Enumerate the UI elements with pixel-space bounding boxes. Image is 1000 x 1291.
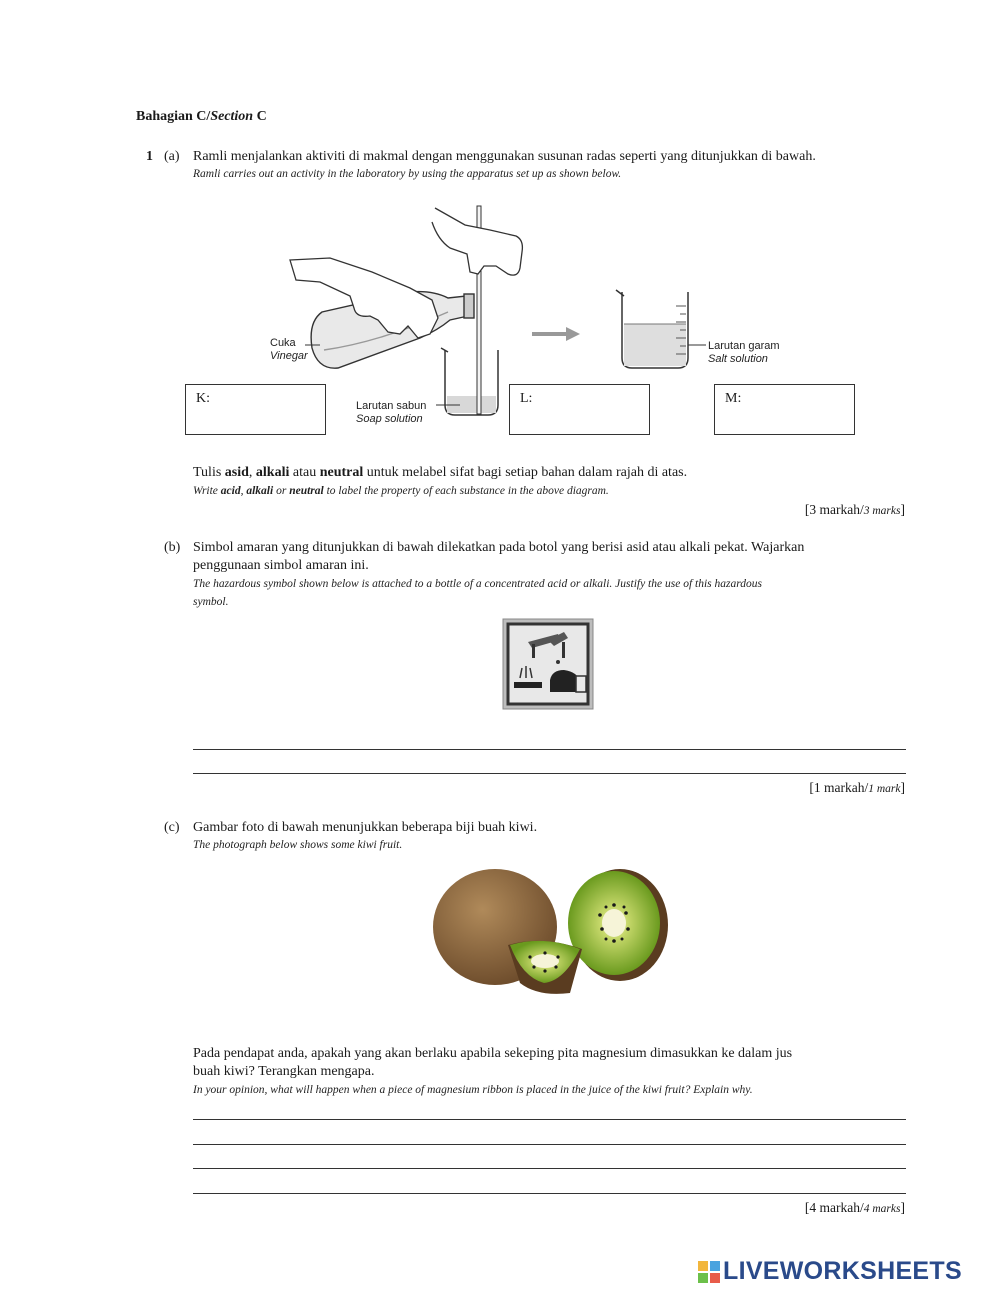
part-c-answer-line-1	[193, 1119, 906, 1120]
part-c-answer-input-2[interactable]	[193, 1121, 910, 1143]
question-number: 1	[146, 149, 153, 164]
part-c-label: (c)	[164, 820, 180, 835]
part-c-answer-input-4[interactable]	[193, 1170, 910, 1192]
answer-box-k	[185, 384, 326, 435]
salt-label: Larutan garam Salt solution	[708, 340, 780, 365]
part-b-text-en-2: symbol.	[193, 596, 229, 608]
part-b-answer-input-2[interactable]	[193, 750, 910, 772]
part-a-text-en: Ramli carries out an activity in the laboratory by using the apparatus set up as shown below.	[193, 168, 622, 180]
answer-box-l	[509, 384, 650, 435]
part-c-answer-input-1[interactable]	[193, 1096, 910, 1118]
part-c-answer-line-3	[193, 1168, 906, 1169]
part-c-text-ms: Gambar foto di bawah menunjukkan beberapa biji buah kiwi.	[193, 820, 538, 835]
part-b-label: (b)	[164, 540, 181, 555]
salt-beaker	[616, 290, 688, 368]
answer-input-k[interactable]	[214, 389, 319, 423]
corrosive-symbol-icon	[502, 618, 594, 710]
answer-box-m-label: M:	[725, 391, 742, 406]
soap-label: Larutan sabun Soap solution	[356, 400, 427, 425]
brand-logo	[698, 1257, 962, 1286]
part-a-instruction-en: Write acid, alkali or neutral to label the property of each substance in the above diagram.	[193, 485, 609, 497]
part-b-text-ms-2: penggunaan simbol amaran ini.	[193, 558, 369, 573]
part-c-question-en: In your opinion, what will happen when a piece of magnesium ribbon is placed in the juice of the kiwi fruit? Explain why.	[193, 1084, 753, 1096]
part-b-answer-line-2	[193, 773, 906, 774]
part-c-question-ms-1: Pada pendapat anda, apakah yang akan berlaku apabila sekeping pita magnesium dimasukkan ke dalam jus	[193, 1046, 793, 1061]
part-a-marks: [3 markah/3 marks]	[804, 502, 905, 517]
part-a-label: (a)	[164, 149, 180, 164]
part-c-answer-line-4	[193, 1193, 906, 1194]
part-b-marks: [1 markah/1 mark]	[809, 780, 905, 795]
kiwi-photo	[430, 865, 670, 995]
answer-box-m	[714, 384, 855, 435]
brand-logo-icon	[698, 1261, 720, 1283]
part-c-question-ms-2: buah kiwi? Terangkan mengapa.	[193, 1064, 375, 1079]
vinegar-label: Cuka Vinegar	[270, 337, 308, 362]
answer-input-l[interactable]	[538, 389, 643, 423]
part-c-text-en: The photograph below shows some kiwi fruit.	[193, 839, 403, 851]
part-c-answer-input-3[interactable]	[193, 1145, 910, 1167]
answer-input-m[interactable]	[743, 389, 848, 423]
part-b-text-ms-1: Simbol amaran yang ditunjukkan di bawah dilekatkan pada botol yang berisi asid atau alkali pekat. Wajarkan	[193, 540, 805, 555]
section-heading: Bahagian C/Section C	[136, 109, 267, 124]
brand-logo-text: LIVEWORKSHEETS	[723, 1257, 962, 1285]
part-c-marks: [4 markah/4 marks]	[804, 1200, 905, 1215]
part-a-instruction-ms: Tulis asid, alkali atau neutral untuk melabel sifat bagi setiap bahan dalam rajah di atas.	[193, 465, 688, 480]
part-b-answer-input-1[interactable]	[193, 726, 910, 748]
answer-box-l-label: L:	[520, 391, 533, 406]
answer-box-k-label: K:	[196, 391, 210, 406]
part-b-text-en-1: The hazardous symbol shown below is attached to a bottle of a concentrated acid or alkali. Justify the use of this hazardous	[193, 578, 762, 590]
part-a-text-ms: Ramli menjalankan aktiviti di makmal dengan menggunakan susunan radas seperti yang ditunjukkan di bawah.	[193, 149, 816, 164]
